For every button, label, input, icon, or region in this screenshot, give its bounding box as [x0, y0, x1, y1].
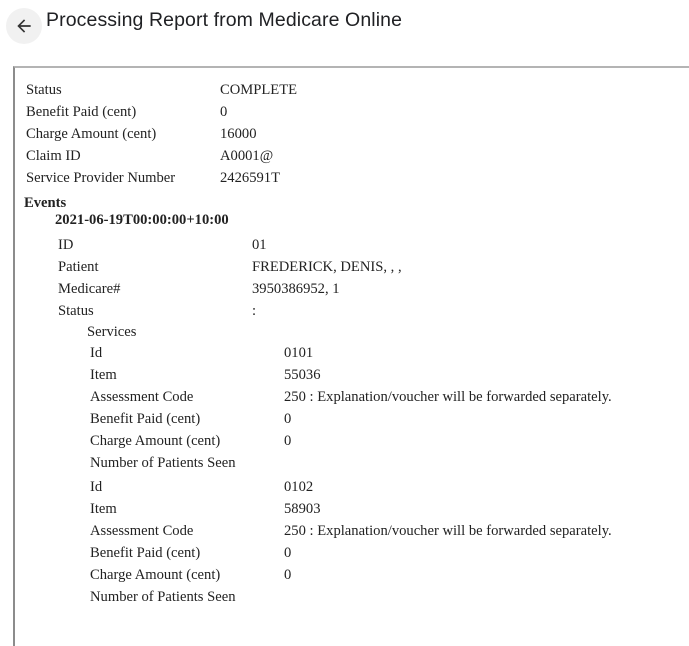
service-2-label-assessment-code: Assessment Code — [90, 523, 194, 539]
event-label-status: Status — [58, 303, 94, 319]
event-value-status: : — [252, 303, 257, 319]
event-label-id: ID — [58, 237, 74, 253]
page-header — [0, 0, 689, 56]
service-1-label-assessment-code: Assessment Code — [90, 389, 194, 405]
summary-label-status: Status — [26, 82, 62, 98]
service-2-label-charge-amount: Charge Amount (cent) — [90, 567, 221, 583]
event-label-patient: Patient — [58, 259, 99, 275]
service-1-value-charge-amount: 0 — [284, 433, 292, 449]
service-1-value-id: 0101 — [284, 345, 314, 361]
service-1-value-assessment-code: 250 : Explanation/voucher will be forwarded separately. — [284, 389, 612, 405]
service-1-value-benefit-paid: 0 — [284, 411, 292, 427]
service-2-value-charge-amount: 0 — [284, 567, 292, 583]
service-2-value-benefit-paid: 0 — [284, 545, 292, 561]
summary-value-benefit-paid: 0 — [220, 104, 228, 120]
arrow-left-icon — [14, 16, 34, 36]
report-panel — [13, 66, 689, 646]
page-title: Processing Report from Medicare Online — [46, 9, 403, 31]
summary-value-claim-id: A0001@ — [220, 148, 274, 164]
service-2-value-item: 58903 — [284, 501, 321, 517]
event-value-patient: FREDERICK, DENIS, , , — [252, 259, 402, 275]
back-button[interactable] — [6, 8, 42, 44]
service-2-value-assessment-code: 250 : Explanation/voucher will be forwarded separately. — [284, 523, 612, 539]
event-label-medicare: Medicare# — [58, 281, 121, 297]
service-1-label-item: Item — [90, 367, 117, 383]
service-1-label-patients-seen: Number of Patients Seen — [90, 455, 236, 471]
summary-value-status: COMPLETE — [220, 82, 298, 98]
service-1-value-item: 55036 — [284, 367, 321, 383]
summary-value-provider-number: 2426591T — [220, 170, 280, 186]
service-2-value-id: 0102 — [284, 479, 314, 495]
service-2-label-patients-seen: Number of Patients Seen — [90, 589, 236, 605]
summary-label-claim-id: Claim ID — [26, 148, 81, 164]
service-2-label-id: Id — [90, 479, 103, 495]
event-date: 2021-06-19T00:00:00+10:00 — [55, 212, 229, 228]
service-1-label-benefit-paid: Benefit Paid (cent) — [90, 411, 201, 427]
summary-label-charge-amount: Charge Amount (cent) — [26, 126, 157, 142]
service-1-label-id: Id — [90, 345, 103, 361]
summary-value-charge-amount: 16000 — [220, 126, 257, 142]
summary-label-benefit-paid: Benefit Paid (cent) — [26, 104, 137, 120]
events-heading: Events — [24, 195, 67, 211]
event-value-medicare: 3950386952, 1 — [252, 281, 340, 297]
service-1-label-charge-amount: Charge Amount (cent) — [90, 433, 221, 449]
service-2-label-benefit-paid: Benefit Paid (cent) — [90, 545, 201, 561]
service-2-label-item: Item — [90, 501, 117, 517]
summary-label-provider-number: Service Provider Number — [26, 170, 176, 186]
services-heading: Services — [87, 324, 137, 340]
event-value-id: 01 — [252, 237, 267, 253]
